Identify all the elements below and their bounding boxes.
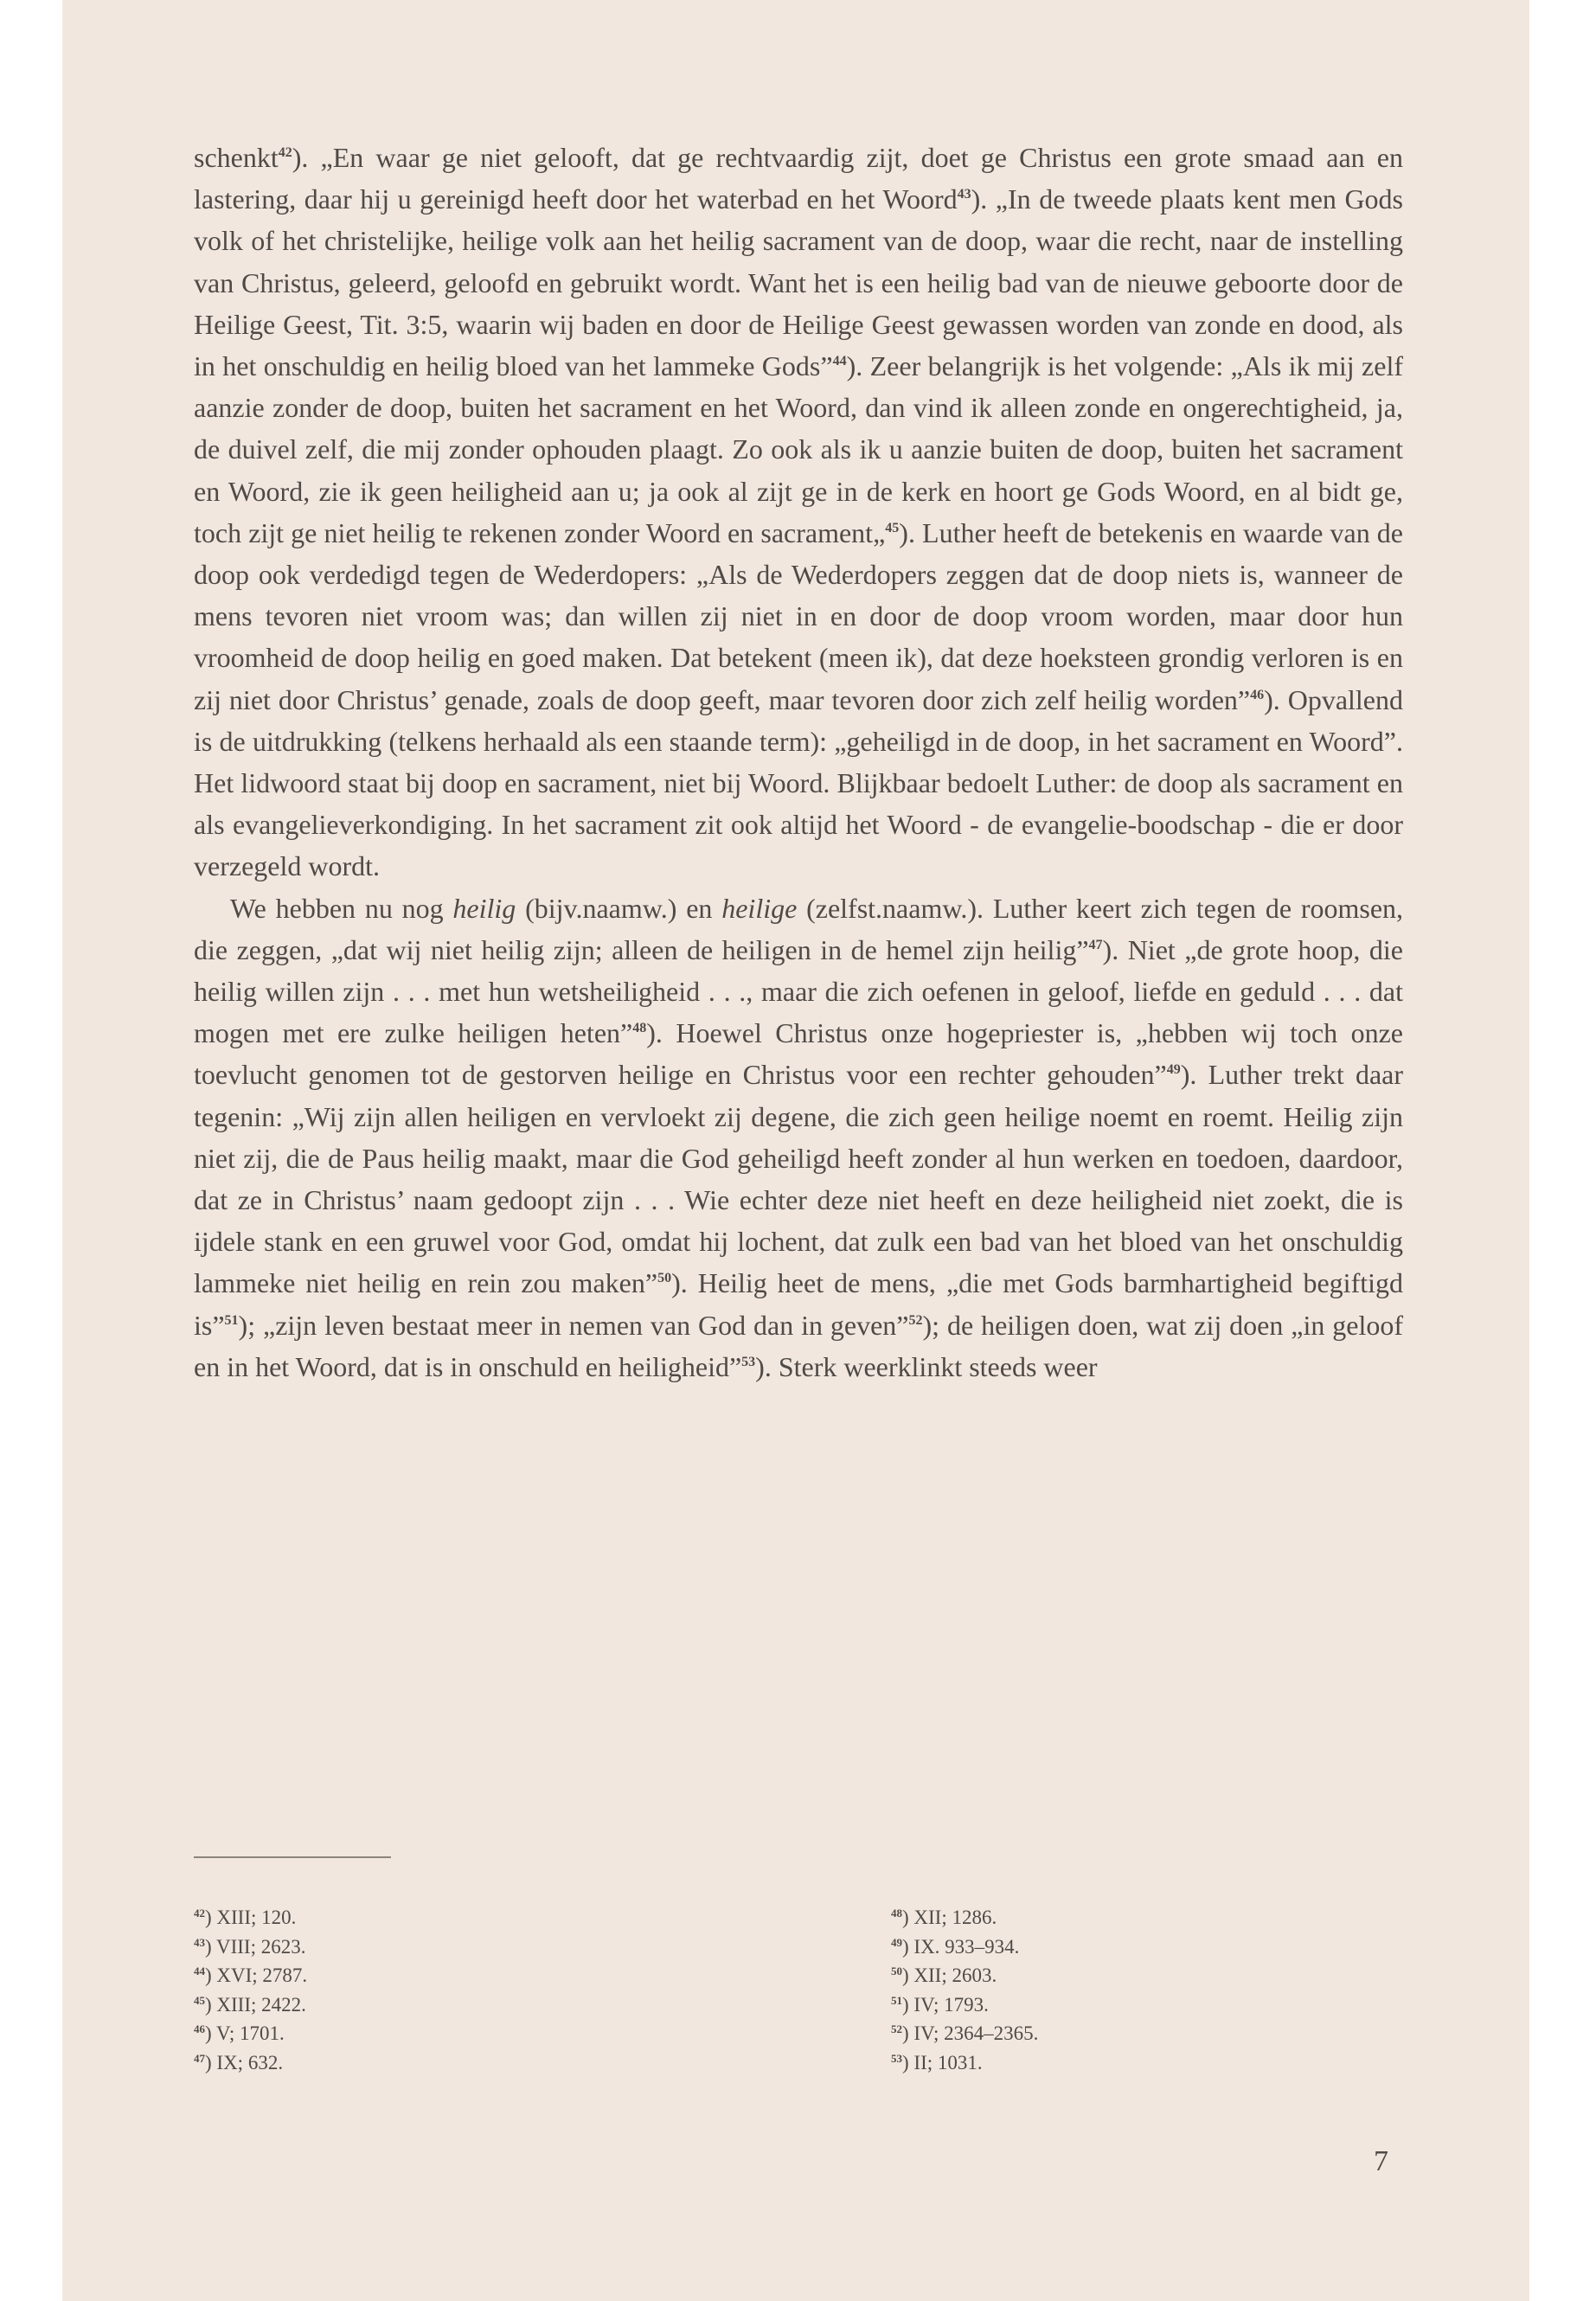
footnote-text: ) IV; 2364–2365. <box>902 2022 1039 2045</box>
footnote-number: 53 <box>891 2051 902 2065</box>
footnote-text: ) XIII; 2422. <box>205 1993 306 2016</box>
footnote-reference: 51 <box>224 1312 239 1328</box>
footnote-entry <box>891 1961 1038 1990</box>
body-paragraph <box>194 888 1403 1388</box>
footnote-reference: 42 <box>278 145 292 160</box>
footnote-entry <box>891 1990 1038 2020</box>
footnote-number: 42 <box>194 1907 205 1920</box>
footnote-separator <box>194 1856 391 1858</box>
footnote-text: ) XII; 1286. <box>902 1907 997 1928</box>
text-run: ). „En waar ge niet gelooft, dat ge rechtvaardig zijt, doet ge Christus een grote smaad aan en lastering, daar hij u gereinigd heeft door het waterbad en het Woord <box>194 142 1403 215</box>
italic-term: heilig <box>452 892 516 924</box>
footnote-entry <box>891 2019 1038 2048</box>
text-run: (zelfst.naamw.). Luther keert zich tegen de roomsen, die zeggen, „dat wij niet heilig zijn; alleen de heiligen in de hemel zijn heilig” <box>194 892 1404 965</box>
footnote-reference: 43 <box>957 187 971 202</box>
footnote-reference: 45 <box>885 520 900 535</box>
footnote-text: ) IX. 933–934. <box>902 1935 1020 1958</box>
text-run: (bijv.naamw.) en <box>516 892 722 924</box>
footnote-reference: 53 <box>741 1354 756 1369</box>
text-run: We hebben nu nog <box>230 892 453 924</box>
footnote-entry <box>194 2048 307 2078</box>
footnote-reference: 44 <box>832 354 847 369</box>
footnote-reference: 46 <box>1250 687 1265 702</box>
footnote-number: 48 <box>891 1907 902 1920</box>
text-run: ). Heilig heet de mens, „die met Gods barmhartigheid begiftigd is” <box>194 1267 1404 1341</box>
footnote-text: ) XII; 2603. <box>902 1965 997 1987</box>
footnote-entry <box>891 2048 1038 2078</box>
footnote-number: 43 <box>194 1935 205 1949</box>
text-run: ). Luther trekt daar tegenin: „Wij zijn allen heiligen en vervloekt zij degene, die zich geen heilige noemt en roemt. Heilig zijn niet zij, die de Paus heilig maakt, maar die God geheiligd heeft zonder al hun werken en toedoen, daardoor, dat ze in Christus’ naam gedoopt zijn . . . Wie echter deze niet heeft en deze heiligheid niet zoekt, die is ijdele stank en een gruwel voor God, omdat hij lochent, dat zulk een bad van het bloed van het onschuldig lammeke niet heilig en rein zou maken” <box>194 1059 1404 1299</box>
text-run: ). „In de tweede plaats kent men Gods volk of het christelijke, heilige volk aan het heilig sacrament van de doop, waar die recht, naar de instelling van Christus, geleerd, geloofd en gebruikt wordt. Want het is een heilig bad van de nieuwe geboorte door de Heilige Geest, Tit. 3:5, waarin wij baden en door de Heilige Geest gewassen worden van zonde en dood, als in het onschuldig en heilig bloed van het lammeke Gods” <box>194 183 1404 382</box>
footnote-text: ) IV; 1793. <box>902 1993 989 2016</box>
footnote-entry <box>194 2019 307 2048</box>
italic-term: heilige <box>721 892 798 924</box>
text-run: ). Hoewel Christus onze hogepriester is, „hebben wij toch onze toevlucht genomen tot de gestorven heilige en Christus voor een rechter gehouden” <box>194 1017 1404 1091</box>
footnote-reference: 50 <box>657 1271 672 1286</box>
text-run: ). Sterk weerklinkt steeds weer <box>755 1350 1098 1382</box>
footnote-number: 47 <box>194 2051 205 2065</box>
footnote-entry <box>194 1903 307 1932</box>
footnote-reference: 47 <box>1088 937 1103 952</box>
text-run: ). Opvallend is de uitdrukking (telkens herhaald als een staande term): „geheiligd in de doop, in het sacrament en Woord”. Het lidwoord staat bij doop en sacrament, niet bij Woord. Blijkbaar bedoelt Luther: de doop als sacrament en als evangelieverkondiging. In het sacrament zit ook altijd het Woord - de evangelie-boodschap - die er door verzegeld wordt. <box>194 683 1404 882</box>
footnote-text: ) II; 1031. <box>902 2051 983 2073</box>
footnote-reference: 48 <box>632 1021 647 1036</box>
footnote-entry <box>194 1961 307 1990</box>
text-run: ); de heiligen doen, wat zij doen „in geloof en in het Woord, dat is in onschuld en heiligheid” <box>194 1309 1404 1382</box>
footnotes-left-column <box>194 1903 307 2078</box>
footnote-text: ) V; 1701. <box>205 2022 285 2045</box>
text-run: ). Luther heeft de betekenis en waarde van de doop ook verdedigd tegen de Wederdopers: „Als de Wederdopers zeggen dat de doop niets is, wanneer de mens tevoren niet vroom was; dan willen zij niet in en door de doop vroom worden, maar door hun vroomheid de doop heilig en goed maken. Dat betekent (meen ik), dat deze hoeksteen grondig verloren is en zij niet door Christus’ genade, zoals de doop geeft, maar tevoren door zich zelf heilig worden” <box>194 516 1404 715</box>
footnotes-right-column <box>891 1903 1038 2078</box>
footnote-number: 49 <box>891 1935 902 1949</box>
text-run: ); „zijn leven bestaat meer in nemen van God dan in geven” <box>238 1309 909 1341</box>
footnote-number: 50 <box>891 1965 902 1978</box>
footnote-text: ) IX; 632. <box>205 2051 284 2073</box>
footnote-reference: 52 <box>908 1312 923 1328</box>
body-paragraph <box>194 137 1403 888</box>
footnote-entry <box>194 1990 307 2020</box>
footnote-number: 46 <box>194 2022 205 2036</box>
footnote-number: 52 <box>891 2022 902 2036</box>
footnote-text: ) XIII; 120. <box>205 1907 297 1928</box>
footnote-number: 51 <box>891 1993 902 2007</box>
footnote-text: ) VIII; 2623. <box>205 1935 306 1958</box>
footnote-entry <box>891 1903 1038 1932</box>
footnote-number: 44 <box>194 1965 205 1978</box>
footnote-entry <box>891 1932 1038 1962</box>
text-run: ). Niet „de grote hoop, die heilig willen zijn . . . met hun wetsheiligheid . . ., maar die zich oefenen in geloof, liefde en geduld . . . dat mogen met ere zulke heiligen heten” <box>194 933 1404 1049</box>
footnote-number: 45 <box>194 1993 205 2007</box>
footnote-reference: 49 <box>1166 1062 1181 1078</box>
footnote-text: ) XVI; 2787. <box>205 1965 308 1987</box>
text-run: schenkt <box>194 142 279 173</box>
text-run: ). Zeer belangrijk is het volgende: „Als ik mij zelf aanzie zonder de doop, buiten het sacrament en het Woord, dan vind ik alleen zonde en ongerechtigheid, ja, de duivel zelf, die mij zonder ophouden plaagt. Zo ook als ik u aanzie buiten de doop, buiten het sacrament en Woord, zie ik geen heiligheid aan u; ja ook al zijt ge in de kerk en hoort ge Gods Woord, en al bidt ge, toch zijt ge niet heilig te rekenen zonder Woord en sacrament„ <box>194 350 1404 548</box>
page-number: 7 <box>1374 2145 1388 2177</box>
footnote-entry <box>194 1932 307 1962</box>
body-text <box>194 137 1403 1388</box>
